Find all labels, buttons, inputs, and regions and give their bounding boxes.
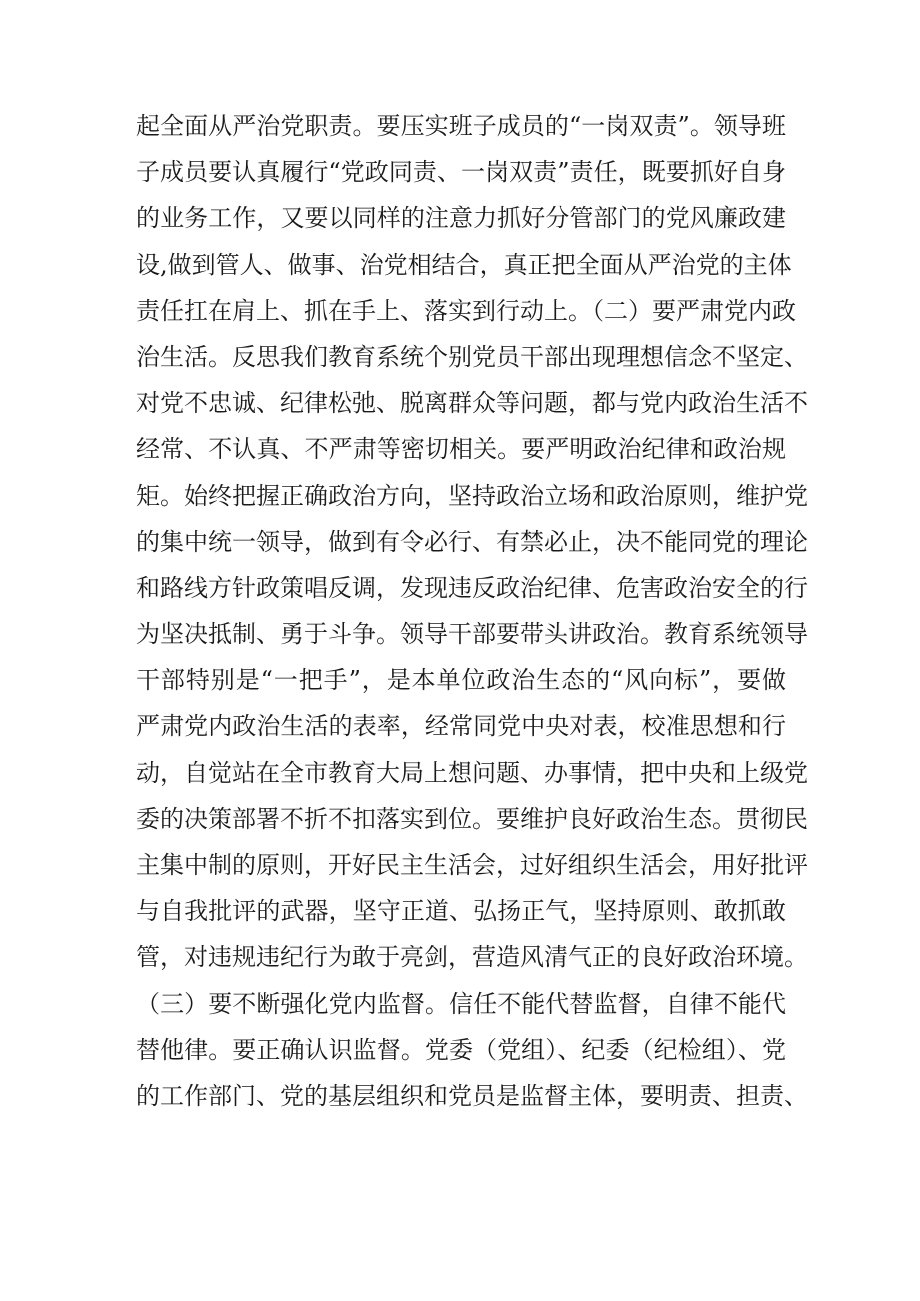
text-line: 的工作部门、党的基层组织和党员是监督主体，要明责、担责、: [136, 1081, 808, 1110]
text-line: 替他律。要正确认识监督。党委（党组）、纪委（纪检组）、党: [136, 1035, 786, 1064]
text-line: 的业务工作，又要以同样的注意力抓好分管部门的党风廉政建: [136, 204, 786, 233]
text-line: 起全面从严治党职责。要压实班子成员的“一岗双责”。领导班: [136, 112, 786, 140]
text-line: 委的决策部署不折不扣落实到位。要维护良好政治生态。贯彻民: [136, 804, 808, 833]
text-line: 主集中制的原则，开好民主生活会，过好组织生活会，用好批评: [136, 851, 808, 879]
text-line: 严肃党内政治生活的表率，经常同党中央对表，校准思想和行: [136, 712, 786, 741]
text-line: 和路线方针政策唱反调，发现违反政治纪律、危害政治安全的行: [136, 573, 808, 602]
text-line: 责任扛在肩上、抓在手上、落实到行动上。（二）要严肃党内政: [136, 296, 796, 325]
text-line: 经常、不认真、不严肃等密切相关。要严明政治纪律和政治规: [136, 435, 786, 464]
text-line: 管，对违规违纪行为敢于亮剑，营造风清气正的良好政治环境。: [136, 943, 808, 972]
text-line: 治生活。反思我们教育系统个别党员干部出现理想信念不坚定、: [136, 342, 808, 371]
text-line: 为坚决抵制、勇于斗争。领导干部要带头讲政治。教育系统领导: [136, 620, 808, 649]
text-line: 子成员要认真履行“党政同责、一岗双责”责任，既要抓好自身: [136, 158, 786, 187]
text-line: 动，自觉站在全市教育大局上想问题、办事情，把中央和上级党: [136, 758, 808, 787]
text-line: 设,做到管人、做事、治党相结合，真正把全面从严治党的主体: [136, 250, 792, 279]
text-line: （三）要不断强化党内监督。信任不能代替监督，自律不能代: [136, 989, 786, 1018]
body-text: [136, 103, 808, 1119]
text-line: 干部特别是“一把手”，是本单位政治生态的“风向标”，要做: [136, 666, 786, 695]
text-line: 的集中统一领导，做到有令必行、有禁必止，决不能同党的理论: [136, 527, 808, 556]
text-line: 矩。始终把握正确政治方向，坚持政治立场和政治原则，维护党: [136, 481, 808, 510]
text-line: 对党不忠诚、纪律松弛、脱离群众等问题，都与党内政治生活不: [136, 389, 808, 418]
text-line: 与自我批评的武器，坚守正道、弘扬正气，坚持原则、敢抓敢: [136, 897, 786, 926]
